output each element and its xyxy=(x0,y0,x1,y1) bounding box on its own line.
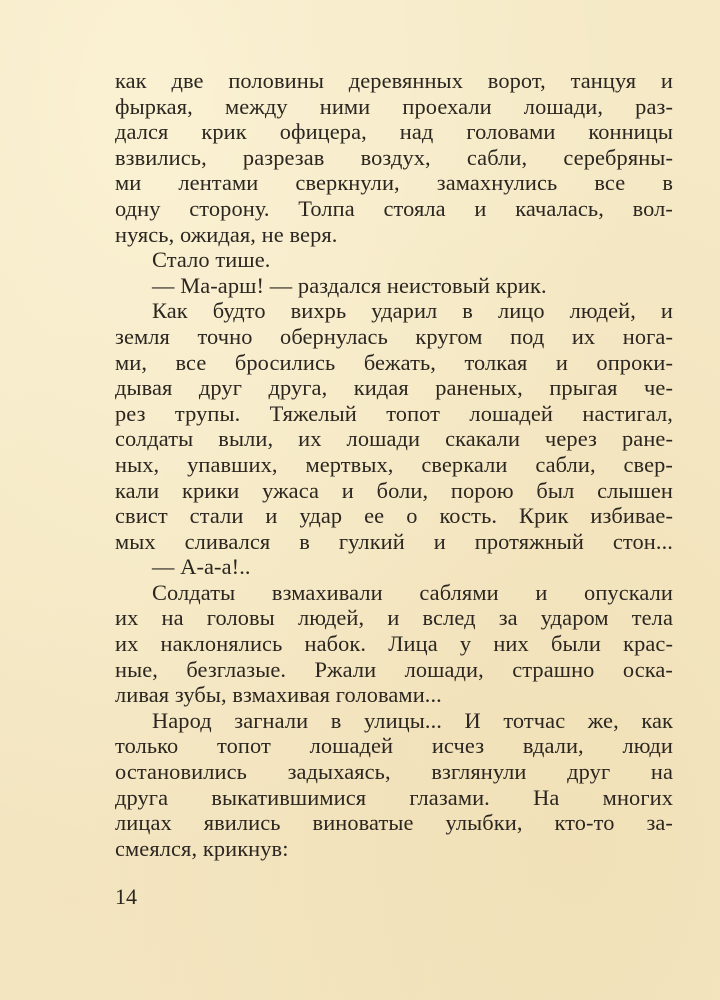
text-line: дался крик офицера, над головами конницы xyxy=(115,119,673,145)
text-line: Как будто вихрь ударил в лицо людей, и xyxy=(152,298,673,324)
text-line: ливая зубы, взмахивая головами... xyxy=(115,682,442,708)
text-line: смеялся, крикнув: xyxy=(115,835,289,861)
text-line: кали крики ужаса и боли, порою был слышен xyxy=(115,477,673,503)
text-line: Народ загнали в улицы... И тотчас же, как xyxy=(152,707,673,733)
text-line: как две половины деревянных ворот, танцуя и xyxy=(115,68,673,93)
text-line: мых сливался в гулкий и протяжный стон... xyxy=(115,528,673,554)
page-number: 14 xyxy=(115,884,137,909)
text-line: — Ма-арш! — раздался неистовый крик. xyxy=(152,272,547,298)
text-line: ми лентами сверкнули, замахнулись все в xyxy=(115,170,673,196)
text-line: земля точно обернулась кругом под их нога- xyxy=(115,323,673,349)
body-text xyxy=(115,68,673,861)
text-line: взвились, разрезав воздух, сабли, серебряны- xyxy=(115,144,673,170)
text-line: их на головы людей, и вслед за ударом тела xyxy=(115,605,673,631)
text-line: остановились задыхаясь, взглянули друг на xyxy=(115,759,673,785)
text-line: рез трупы. Тяжелый топот лошадей настигал, xyxy=(115,400,673,426)
text-line: ных, упавших, мертвых, сверкали сабли, свер- xyxy=(115,451,673,477)
text-line: фыркая, между ними проехали лошади, раз- xyxy=(115,93,673,119)
text-line: ные, безглазые. Ржали лошади, страшно оска- xyxy=(115,656,673,682)
text-line: Солдаты взмахивали саблями и опускали xyxy=(152,579,673,605)
text-line: нуясь, ожидая, не веря. xyxy=(115,221,338,247)
text-line: — А-а-а!.. xyxy=(152,554,251,580)
text-line: только топот лошадей исчез вдали, люди xyxy=(115,733,673,759)
text-line: ми, все бросились бежать, толкая и опроки- xyxy=(115,349,673,375)
text-line: друга выкатившимися глазами. На многих xyxy=(115,784,673,810)
text-line: дывая друг друга, кидая раненых, прыгая че- xyxy=(115,375,673,401)
text-line: лицах явились виноватые улыбки, кто-то за- xyxy=(115,810,673,836)
text-line: их наклонялись набок. Лица у них были крас- xyxy=(115,631,673,657)
text-line: одну сторону. Толпа стояла и качалась, вол- xyxy=(115,195,673,221)
text-line: Стало тише. xyxy=(152,247,271,273)
text-line: свист стали и удар ее о кость. Крик избивае- xyxy=(115,503,673,529)
text-line: солдаты выли, их лошади скакали через ране- xyxy=(115,426,673,452)
